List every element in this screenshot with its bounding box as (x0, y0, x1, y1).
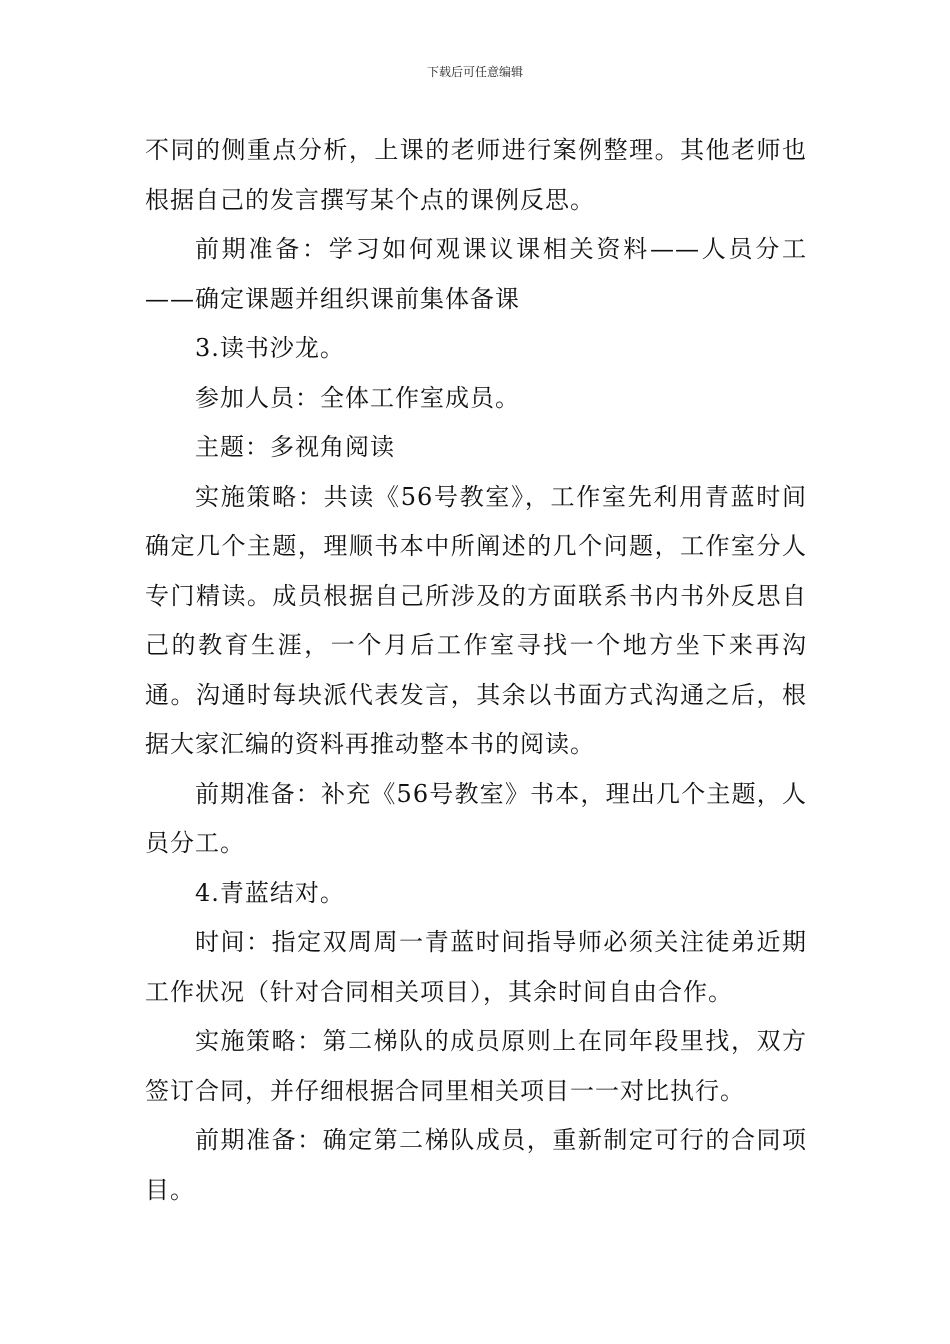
paragraph-3: 3.读书沙龙。 (195, 334, 345, 362)
paragraph-6: 实施策略：共读《56号教室》，工作室先利用青蓝时间确定几个主题，理顺书本中所阐述的几个问题，工作室分人专门精读。成员根据自己所涉及的方面联系书内书外反思自己的教育生涯，一个月后工作室寻找一个地方坐下来再沟通。沟通时每块派代表发言，其余以书面方式沟通之后，根据大家汇编的资料再推动整本书的阅读。 (145, 482, 807, 758)
document-body (145, 126, 807, 1215)
paragraph-2: 前期准备：学习如何观课议课相关资料——人员分工——确定课题并组织课前集体备课 (145, 235, 807, 313)
paragraph-1: 不同的侧重点分析，上课的老师进行案例整理。其他老师也根据自己的发言撰写某个点的课例反思。 (145, 136, 807, 214)
paragraph-9: 时间：指定双周周一青蓝时间指导师必须关注徒弟近期工作状况（针对合同相关项目），其余时间自由合作。 (145, 928, 807, 1006)
page-header: 下载后可任意编辑 (426, 65, 523, 79)
paragraph-7: 前期准备：补充《56号教室》书本，理出几个主题，人员分工。 (145, 779, 807, 857)
paragraph-11: 前期准备：确定第二梯队成员，重新制定可行的合同项目。 (145, 1126, 807, 1204)
paragraph-10: 实施策略：第二梯队的成员原则上在同年段里找，双方签订合同，并仔细根据合同里相关项目一一对比执行。 (145, 1027, 807, 1105)
paragraph-4: 参加人员：全体工作室成员。 (195, 383, 520, 412)
paragraph-5: 主题：多视角阅读 (195, 433, 395, 461)
paragraph-8: 4.青蓝结对。 (195, 878, 345, 907)
